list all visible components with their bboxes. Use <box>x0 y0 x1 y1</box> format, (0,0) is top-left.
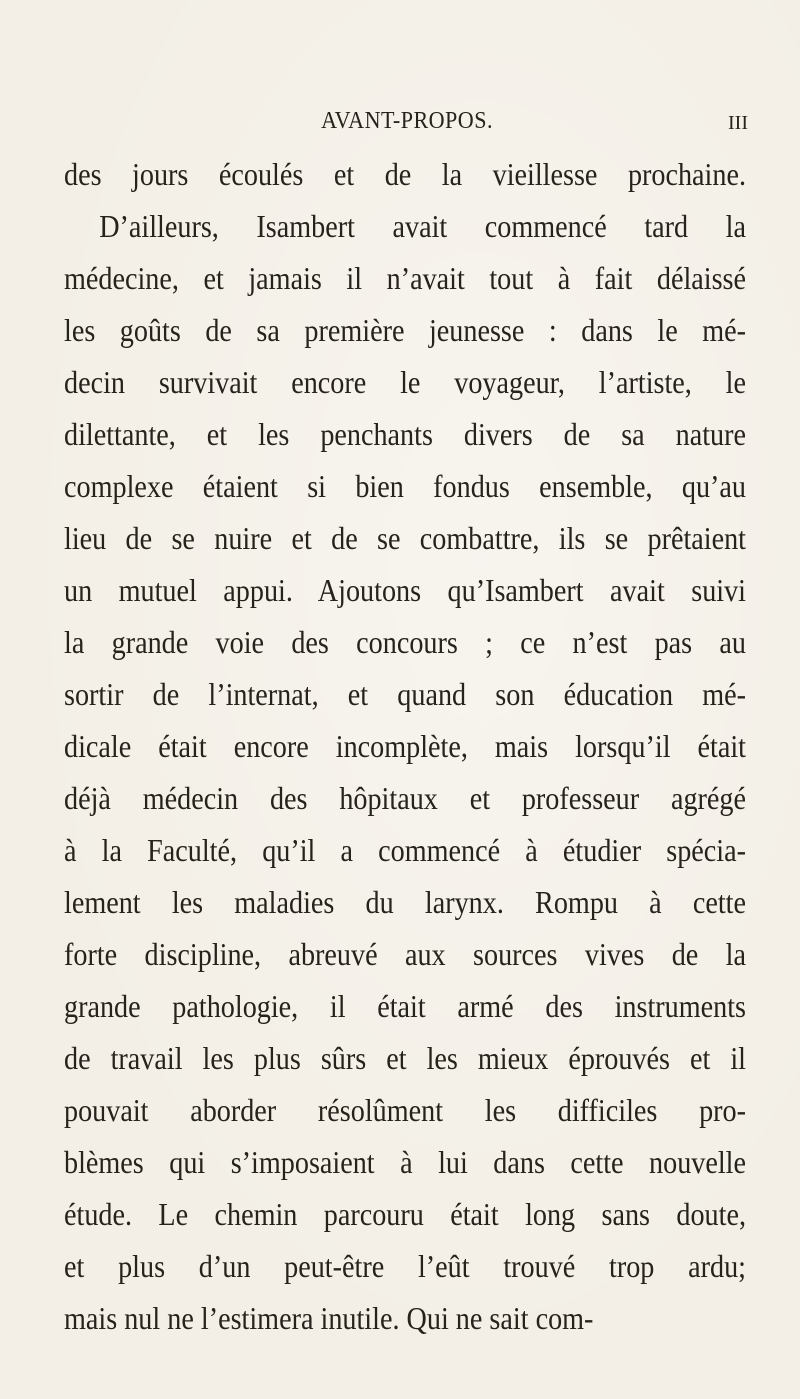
text-line: médecine, et jamais il n’avait tout à fait délaissé <box>64 260 746 296</box>
page-number: III <box>728 112 748 134</box>
text-line: forte discipline, abreuvé aux sources vives de la <box>64 936 746 972</box>
text-line: de travail les plus sûrs et les mieux éprouvés et il <box>64 1040 746 1076</box>
text-line: decin survivait encore le voyageur, l’artiste, le <box>64 364 746 400</box>
text-line: D’ailleurs, Isambert avait commencé tard la <box>99 208 746 244</box>
body-text <box>64 148 746 1344</box>
text-line: dicale était encore incomplète, mais lorsqu’il était <box>64 728 746 764</box>
text-line: un mutuel appui. Ajoutons qu’Isambert avait suivi <box>64 572 746 608</box>
text-line: lieu de se nuire et de se combattre, ils se prêtaient <box>64 520 746 556</box>
text-line: lement les maladies du larynx. Rompu à cette <box>64 884 746 920</box>
text-line: sortir de l’internat, et quand son éducation mé- <box>64 676 746 712</box>
text-line: déjà médecin des hôpitaux et professeur agrégé <box>64 780 746 816</box>
text-line: mais nul ne l’estimera inutile. Qui ne sait com- <box>64 1300 594 1336</box>
text-line: et plus d’un peut-être l’eût trouvé trop ardu; <box>64 1248 746 1284</box>
page-header <box>62 108 752 144</box>
text-line: les goûts de sa première jeunesse : dans le mé- <box>64 312 746 348</box>
text-line: à la Faculté, qu’il a commencé à étudier spécia- <box>64 832 746 868</box>
text-line: pouvait aborder résolûment les difficiles pro- <box>64 1092 746 1128</box>
text-line: dilettante, et les penchants divers de sa nature <box>64 416 746 452</box>
text-line: grande pathologie, il était armé des instruments <box>64 988 746 1024</box>
text-line: complexe étaient si bien fondus ensemble, qu’au <box>64 468 746 504</box>
text-line: étude. Le chemin parcouru était long sans doute, <box>64 1196 746 1232</box>
text-line: des jours écoulés et de la vieillesse prochaine. <box>64 156 746 192</box>
text-line: blèmes qui s’imposaient à lui dans cette nouvelle <box>64 1144 746 1180</box>
running-title: AVANT-PROPOS. <box>321 108 493 134</box>
text-line: la grande voie des concours ; ce n’est pas au <box>64 624 746 660</box>
